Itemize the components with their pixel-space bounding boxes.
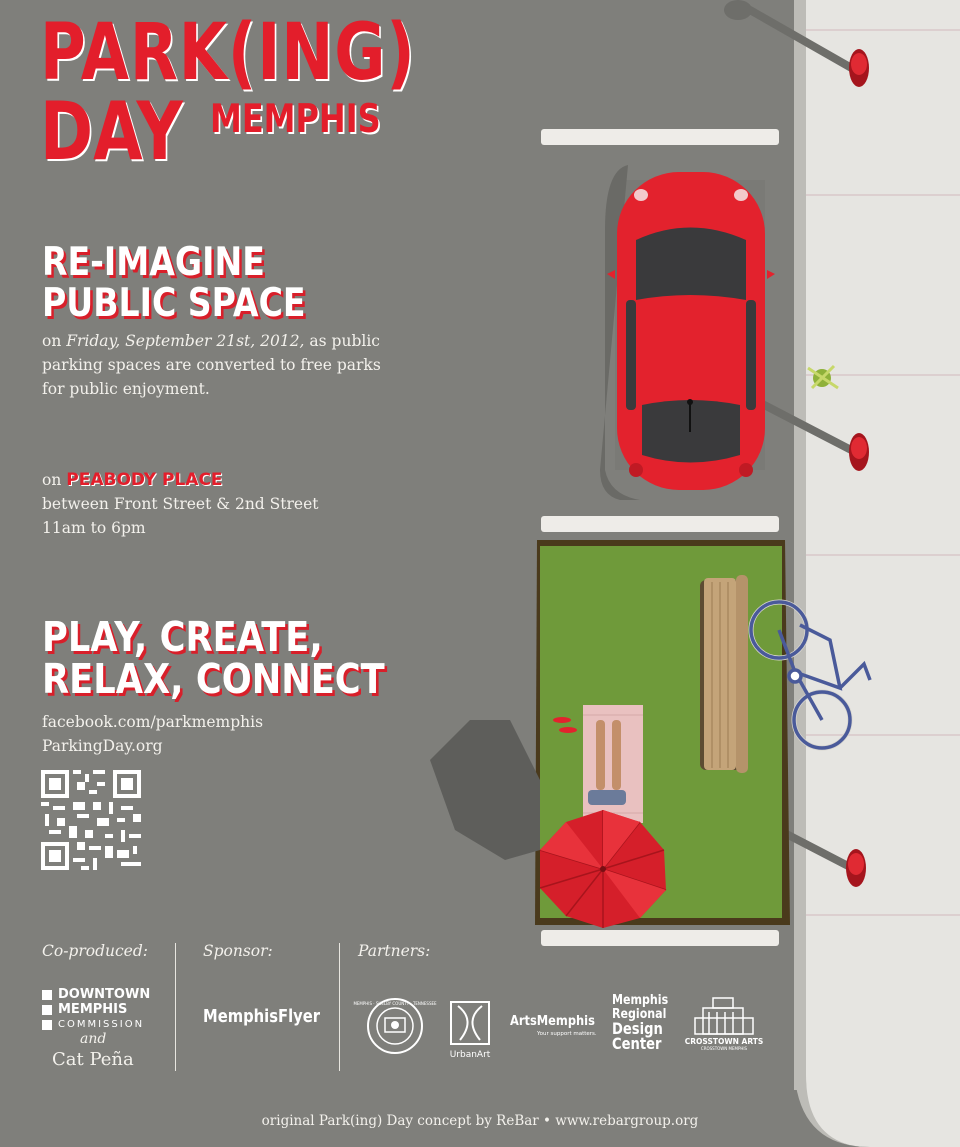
- umbrella-shadow: [430, 720, 540, 860]
- crosstown-arts-logo: [684, 994, 764, 1052]
- play-heading-2: RELAX, CONNECT: [42, 655, 385, 703]
- divider-1: [175, 943, 176, 1071]
- qr-code[interactable]: [41, 770, 141, 870]
- reimagine-body: on Friday, September 21st, 2012, as public parking spaces are converted to free parks for public enjoyment.: [42, 332, 381, 398]
- location-block: on PEABODY PLACE between Front Street & 2nd Street 11am to 6pm: [42, 470, 319, 537]
- reimagine-heading-2: PUBLIC SPACE: [42, 281, 306, 326]
- crosstown-sub-text: CROSSTOWN MEMPHIS: [700, 1046, 748, 1051]
- footer-credit: original Park(ing) Day concept by ReBar • www.rebargroup.org: [261, 1113, 699, 1129]
- title-parking: PARK(ING): [40, 8, 416, 98]
- mrdc-logo: Memphis Regional Design Center: [612, 993, 669, 1053]
- city-county-seal: [353, 997, 437, 1055]
- memphis-flyer-logo: MemphisFlyer: [203, 1006, 321, 1027]
- sponsor-label: Sponsor:: [203, 942, 273, 960]
- sidewalk: [794, 0, 960, 1147]
- dmc-logo: DOWNTOWN MEMPHIS COMMISSION: [42, 987, 150, 1032]
- seal-text: MEMPHIS · SHELBY COUNTY · TENNESSEE: [353, 1001, 437, 1006]
- links-block: [42, 710, 263, 758]
- bench: [700, 575, 748, 773]
- partners-label: Partners:: [358, 942, 431, 960]
- urbanart-logo: [448, 1002, 493, 1060]
- play-heading-1: PLAY, CREATE,: [42, 613, 323, 661]
- crosstown-text: CROSSTOWN ARTS: [684, 1037, 764, 1046]
- and-text: and: [80, 1031, 107, 1047]
- facebook-link[interactable]: facebook.com/parkmemphis: [42, 713, 264, 731]
- urbanart-text: UrbanArt: [449, 1050, 491, 1060]
- person-name: Cat Peña: [52, 1049, 134, 1070]
- title-day: DAY: [40, 85, 183, 178]
- artsmemphis-tagline: Your support matters.: [537, 1031, 597, 1037]
- parkingday-link[interactable]: ParkingDay.org: [42, 737, 163, 755]
- coproduced-label: Co-produced:: [42, 942, 148, 960]
- location-place: PEABODY PLACE: [66, 470, 223, 490]
- reimagine-heading-1: RE-IMAGINE: [42, 240, 265, 285]
- artsmemphis-logo: ArtsMemphis: [510, 1014, 595, 1029]
- red-car: [600, 165, 775, 500]
- title-memphis: MEMPHIS: [210, 97, 381, 142]
- divider-2: [339, 943, 340, 1071]
